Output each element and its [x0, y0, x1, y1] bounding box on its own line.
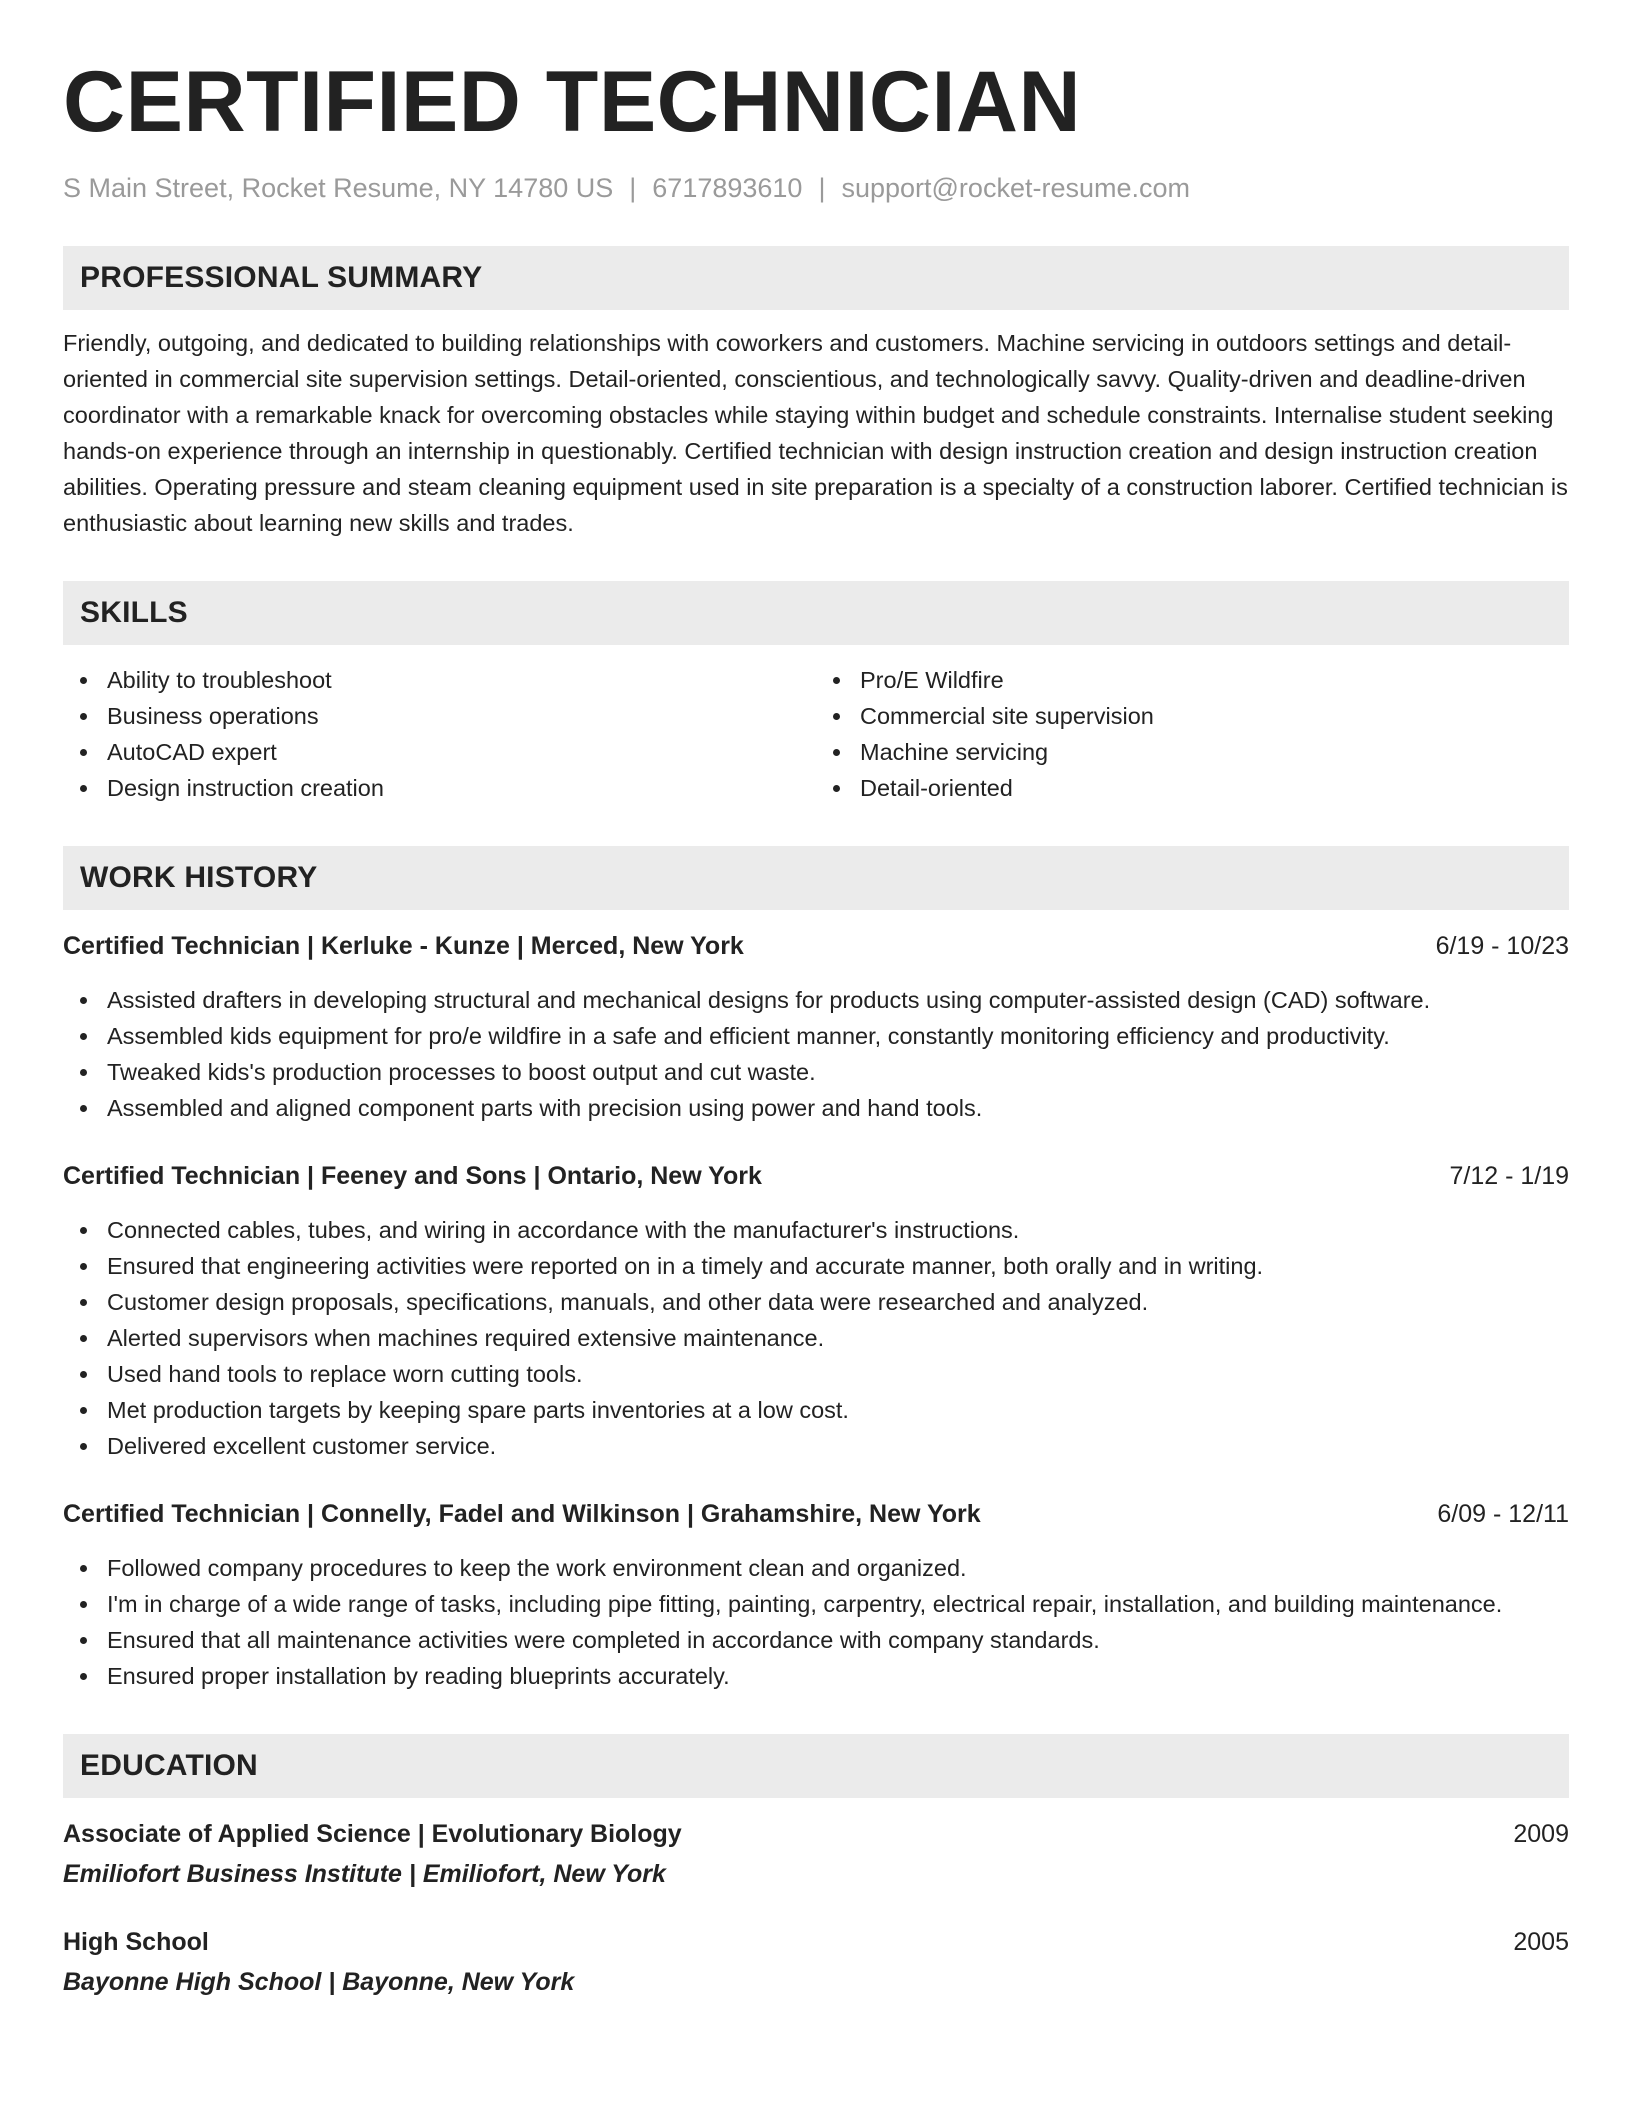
job-bullet: Ensured proper installation by reading blueprints accurately. [63, 1658, 1569, 1694]
job-bullet: Tweaked kids's production processes to boost output and cut waste. [63, 1054, 1569, 1090]
skill-item: Ability to troubleshoot [63, 662, 816, 698]
summary-heading: PROFESSIONAL SUMMARY [63, 246, 1569, 310]
education-header [63, 1924, 1569, 1960]
job-title: Certified Technician | Connelly, Fadel and Wilkinson | Grahamshire, New York [63, 1500, 981, 1528]
job-bullet: I'm in charge of a wide range of tasks, including pipe fitting, painting, carpentry, electrical repair, installation, and building maintenance. [63, 1586, 1569, 1622]
skill-item: Detail-oriented [816, 770, 1569, 806]
job-title: Certified Technician | Feeney and Sons | Ontario, New York [63, 1162, 762, 1190]
skill-item: AutoCAD expert [63, 734, 816, 770]
skills-columns [63, 662, 1569, 806]
skill-item: Pro/E Wildfire [816, 662, 1569, 698]
education-school: Bayonne High School | Bayonne, New York [63, 1968, 575, 1996]
education-section [63, 1734, 1569, 2000]
contact-phone: 6717893610 [652, 173, 803, 203]
resume-name: CERTIFIED TECHNICIAN [63, 54, 1082, 150]
job-bullets [63, 1550, 1569, 1694]
job-bullet: Assembled and aligned component parts with precision using power and hand tools. [63, 1090, 1569, 1126]
job-header [63, 1158, 1569, 1194]
job-bullet: Followed company procedures to keep the work environment clean and organized. [63, 1550, 1569, 1586]
skill-item: Machine servicing [816, 734, 1569, 770]
job-bullet: Ensured that all maintenance activities were completed in accordance with company standards. [63, 1622, 1569, 1658]
job-bullet: Delivered excellent customer service. [63, 1428, 1569, 1464]
job-bullet: Used hand tools to replace worn cutting tools. [63, 1356, 1569, 1392]
contact-line [63, 170, 1569, 206]
job-dates: 7/12 - 1/19 [1449, 1162, 1569, 1190]
skills-list-left [63, 662, 816, 806]
job-header [63, 928, 1569, 964]
education-school: Emiliofort Business Institute | Emiliofort, New York [63, 1860, 666, 1888]
work-history-heading: WORK HISTORY [63, 846, 1569, 910]
education-entry [63, 1816, 1569, 1892]
skill-item: Business operations [63, 698, 816, 734]
job-header [63, 1496, 1569, 1532]
job-bullet: Customer design proposals, specifications, manuals, and other data were researched and analyzed. [63, 1284, 1569, 1320]
job-title: Certified Technician | Kerluke - Kunze | Merced, New York [63, 932, 744, 960]
education-year: 2009 [1513, 1820, 1569, 1848]
education-header [63, 1816, 1569, 1852]
job-dates: 6/09 - 12/11 [1437, 1500, 1569, 1528]
job-dates: 6/19 - 10/23 [1435, 932, 1569, 960]
contact-address: S Main Street, Rocket Resume, NY 14780 US [63, 173, 614, 203]
education-degree: Associate of Applied Science | Evolutionary Biology [63, 1820, 682, 1848]
contact-separator: | [629, 173, 637, 203]
job-bullet: Assembled kids equipment for pro/e wildfire in a safe and efficient manner, constantly monitoring efficiency and productivity. [63, 1018, 1569, 1054]
job-bullet: Assisted drafters in developing structural and mechanical designs for products using computer-assisted design (CAD) software. [63, 982, 1569, 1018]
education-year: 2005 [1513, 1928, 1569, 1956]
job-bullet: Connected cables, tubes, and wiring in accordance with the manufacturer's instructions. [63, 1212, 1569, 1248]
summary-section [63, 246, 1569, 541]
job-bullets [63, 1212, 1569, 1464]
summary-text: Friendly, outgoing, and dedicated to building relationships with coworkers and customers. Machine servicing in outdoors settings and detail-oriented in commercial site supervision settings. Detail-oriented, conscientious, and technologically savvy. Quality-driven and deadline-driven coordinator with a remarkable knack for overcoming obstacles while staying within budget and schedule constraints. Internalise student seeking hands-on experience through an internship in questionably. Certified technician with design instruction creation and design instruction creation abilities. Operating pressure and steam cleaning equipment used in site preparation is a specialty of a construction laborer. Certified technician is enthusiastic about learning new skills and trades. [63, 330, 1568, 536]
education-degree: High School [63, 1928, 209, 1956]
skills-heading: SKILLS [63, 581, 1569, 645]
contact-email[interactable]: support@rocket-resume.com [841, 173, 1190, 203]
job-bullets [63, 982, 1569, 1126]
job-entry [63, 1158, 1569, 1464]
job-entry [63, 928, 1569, 1126]
job-entry [63, 1496, 1569, 1694]
contact-separator: | [818, 173, 826, 203]
skill-item: Design instruction creation [63, 770, 816, 806]
education-heading: EDUCATION [63, 1734, 1569, 1798]
skills-list-right [816, 662, 1569, 806]
skill-item: Commercial site supervision [816, 698, 1569, 734]
education-entry [63, 1924, 1569, 2000]
skills-section [63, 581, 1569, 806]
job-bullet: Met production targets by keeping spare parts inventories at a low cost. [63, 1392, 1569, 1428]
job-bullet: Alerted supervisors when machines required extensive maintenance. [63, 1320, 1569, 1356]
work-history-section [63, 846, 1569, 1694]
job-bullet: Ensured that engineering activities were reported on in a timely and accurate manner, both orally and in writing. [63, 1248, 1569, 1284]
